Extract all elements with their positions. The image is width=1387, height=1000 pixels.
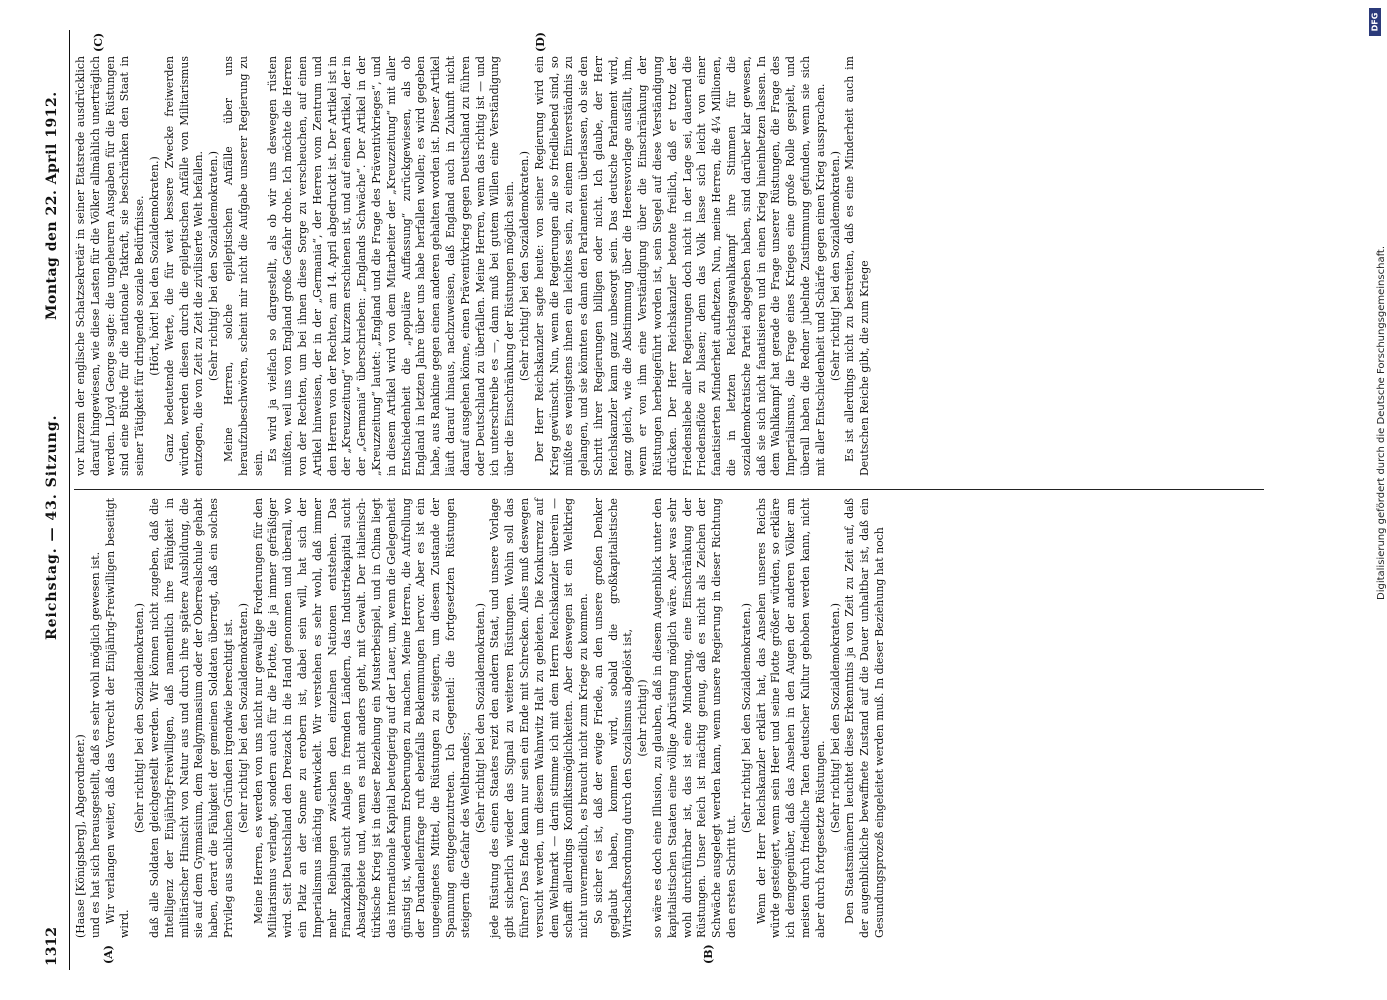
paragraph: Wir verlangen weiter, daß das Vorrecht der Einjährig-Freiwilligen beseitigt wird.: [103, 498, 132, 938]
interjection: (Sehr richtig! bei den Sozialdemokraten.): [517, 151, 531, 381]
margin-mark-d: (D): [534, 32, 547, 52]
margin-mark-b: (B): [702, 944, 715, 964]
dfg-logo-text: DFG: [1370, 12, 1380, 32]
interjection: (sehr richtig!): [636, 679, 650, 757]
interjection: (Sehr richtig! bei den Sozialdemokraten.): [207, 151, 221, 381]
paragraph: Wenn der Herr Reichskanzler erklärt hat, das Ansehen unseres Reichs würde gesteigert, wenn sein Heer und seine Flotte größer würden, so erkläre ich demgegenüber, daß das Ansehen in den Augen der anderen Völker am meisten durch friedliche Taten deutscher Kultur gehoben werden kann, nicht aber durch fortgesetzte Rüstungen.: [754, 498, 827, 938]
dfg-logo: [1369, 8, 1381, 36]
paragraph: So sicher es ist, daß der ewige Friede, an den unsere großen Denker geglaubt haben, kommen wird, sobald die großkapitalistische Wirtschaftsordnung durch den Sozialismus abgelöst ist,: [591, 498, 635, 938]
interjection: (Sehr richtig! bei den Sozialdemokraten.): [739, 603, 753, 833]
paragraph: so wäre es doch eine Illusion, zu glauben, daß in diesem Augenblick unter den kapitalistischen Staaten eine völlige Abrüstung möglich wäre. Aber was sehr wohl durchführbar ist, das ist eine Minderung, eine Einschränkung der Rüstungen. Unser Reich ist mächtig genug, daß es nicht als Zeichen der Schwäche ausgelegt werden kann, wenn unsere Regierung in dieser Richtung den ersten Schritt tut.: [651, 498, 739, 938]
paragraph: Den Staatsmännern leuchtet diese Erkenntnis ja von Zeit zu Zeit auf, daß der augenblickliche bewaffnete Zustand auf die Dauer unhaltbar ist, daß ein Gesundungsprozeß eingeleitet werden muß. In dieser Beziehung hat noch: [843, 498, 887, 938]
interjection: (Hört, hört! bei den Sozialdemokraten.): [147, 156, 161, 376]
interjection: (Sehr richtig! bei den Sozialdemokraten.): [133, 603, 147, 833]
paragraph: jede Rüstung des einen Staates reizt den andern Staat, und unsere Vorlage gibt sicherlich wieder das Signal zu weiteren Rüstungen. Wohin soll das führen? Das Ende kann nur sein ein Ende mit Schrecken. Alles muß deswegen versucht werden, um diesem Wahnwitz Halt zu gebieten. Die Konkurrenz auf dem Weltmarkt — darin stimme ich mit dem Herrn Reichskanzler überein — schafft allerdings Konfliktsmöglichkeiten. Aber deswegen ist ein Weltkrieg nicht unvermeidlich, es braucht nicht zum Kriege zu kommen.: [488, 498, 591, 938]
page-number: 1312: [44, 927, 60, 966]
paragraph: Meine Herren, solche epileptischen Anfälle über uns heraufzubeschwören, scheint mir nicht die Aufgabe unserer Regierung zu sein.: [221, 56, 265, 476]
interjection: (Sehr richtig! bei den Sozialdemokraten.): [828, 603, 842, 833]
paragraph: vor kurzem der englische Schatzsekretär in seiner Etatsrede ausdrücklich darauf hingewiesen, wie diese Lasten für die Völker allmählich unerträglich werden. Lloyd George sagte: die ungeheuren Ausgaben für die Rüstungen sind eine Bürde für die nationale Tatkraft, sie beschränken den Staat in seiner Tätigkeit für dringende soziale Bedürfnisse.: [74, 56, 147, 476]
column-left: [74, 498, 1264, 938]
paragraph: Es wird ja vielfach so dargestellt, als ob wir uns deswegen rüsten müßten, weil uns von England große Gefahr drohe. Ich möchte die Herren von der Rechten, um bei ihnen diese Sorge zu verscheuchen, auf einen Artikel hinweisen, der in der „Germania“, der Herren vom Zentrum und den Herren von der Rechten, am 14. April abgedruckt ist. Der Artikel ist in der „Kreuzzeitung“ vor kurzem erschienen ist, und auf einen Artikel, der in der „Germania“ überschrieben: „Englands Schwäche“. Der Artikel in der „Kreuzzeitung“ lautet: „England und die Frage des Präventivkrieges“, und in diesem Artikel wird von dem Mitarbeiter der „Kreuzzeitung“ mit aller Entschiedenheit die „populäre Auffassung“ zurückgewiesen, als ob England in letzten Jahre über uns habe herfallen wollen; es wird gegeben habe, aus Rankine gegen einen anderen gehalten worden ist. Dieser Artikel läuft darauf hinaus, nachzuweisen, daß England auch in Zukunft nicht darauf ausgehen könne, einen Präventivkrieg gegen Deutschland zu führen oder Deutschland zu überfallen. Meine Herren, wenn das richtig ist — und ich unterschreibe es —, dann muß bei gutem Willen eine Verständigung über die Einschränkung der Rüstungen möglich sein.: [266, 56, 517, 476]
paragraph: Es ist allerdings nicht zu bestreiten, daß es eine Minderheit auch im Deutschen Reiche gibt, die zum Kriege: [843, 56, 872, 476]
paragraph: Meine Herren, es werden von uns nicht nur gewaltige Forderungen für den Militarismus verlangt, sondern auch für die Flotte, die ja immer gefräßiger wird. Seit Deutschland den Dreizack in die Hand genommen und überall, wo ein Platz an der Sonne zu erobern ist, dabei sein will, hat sich der Imperialismus mächtig entwickelt. Wir verstehen es sehr wohl, daß immer mehr Reibungen zwischen den einzelnen Nationen entstehen. Das Finanzkapital sucht Anlage in fremden Ländern, das Industriekapital sucht Absatzgebiete und, wenn es nicht anders geht, mit Gewalt. Der italienisch-türkische Krieg ist in dieser Beziehung ein Musterbeispiel, und in China liegt das internationale Kapital beutegierig auf der Lauer, um, wenn die Gelegenheit günstig ist, wiederum Eroberungen zu machen. Meine Herren, die Aufrollung der Dardanellenfrage ruft ebenfalls Beklemmungen hervor. Aber es ist ein ungeeignetes Mittel, die Rüstungen zu steigern, um diesem Zustande der Spannung entgegenzutreten. Ich Gegenteil: die fortgesetzten Rüstungen steigern die Gefahr des Weltbrandes;: [251, 498, 472, 938]
interjection: (Sehr richtig! bei den Sozialdemokraten.): [473, 603, 487, 833]
session-date: Montag den 22. April 1912.: [44, 91, 60, 320]
margin-mark-c: (C): [92, 32, 105, 52]
margin-mark-a: (A): [102, 945, 115, 964]
interjection: (Sehr richtig! bei den Sozialdemokraten.): [236, 603, 250, 833]
paragraph: Ganz bedeutende Werte, die für weit bessere Zwecke freiwerden würden, werden diesen durch die epileptischen Anfälle von Militarismus entzogen, die von Zeit zu Zeit die zivilisierte Welt befallen.: [162, 56, 206, 476]
column-right: [74, 56, 1264, 476]
paragraph: Der Herr Reichskanzler sagte heute: von seiner Regierung wird ein Krieg gewünscht. Nun, wenn die Regierungen alle so friedliebend sind, so müßte es wenigstens ihnen ein leichtes sein, zu einem Einverständnis zu gelangen, und sie könnten es dann den Parlamenten überlassen, ob sie den Schritt ihrer Regierungen billigen oder nicht. Ich glaube, der Herr Reichskanzler kann ganz unbesorgt sein. Das deutsche Parlament wird, ganz gleich, wie die Abstimmung über die Heeresvorlage ausfällt, ihm, wenn er von ihm eine Verständigung über die Einschränkung der Rüstungen herbeigeführt worden ist, sein Siegel auf diese Verständigung drücken. Der Herr Reichskanzler betonte freilich, daß er trotz der Friedensliebe aller Regierungen doch nicht in der Lage sei, dauernd die Friedensflöte zu blasen; denn das Volk lasse sich leicht von einer fanatisierten Minderheit aufhetzen. Nun, meine Herren, die 4¼ Millionen, die in letzten Reichstagswahlkampf ihre Stimmen für die sozialdemokratische Partei abgegeben haben, sind darüber klar gewesen, daß sie sich nicht fanatisieren und in einen Krieg hineinhetzen lassen. In dem Wahlkampf hat gerade die Frage unserer Rüstungen, die Frage des Imperialismus, die Frage eines Krieges eine große Rolle gespielt, und überall haben die Redner jubelnde Zustimmung gefunden, wenn sie sich mit aller Entschiedenheit und Schärfe gegen einen Krieg aussprachen.: [532, 56, 827, 476]
column-divider: [74, 489, 1264, 490]
interjection: (Sehr richtig! bei den Sozialdemokraten.): [828, 151, 842, 381]
digitization-credit: Digitalisierung gefördert durch die Deutsche Forschungsgemeinschaft.: [1376, 245, 1387, 600]
session-title: Reichstag. — 43. Sitzung.: [44, 414, 60, 640]
paragraph: und es hat sich herausgestellt, daß es sehr wohl möglich gewesen ist.: [88, 551, 102, 938]
rotated-page-content: [34, 30, 1334, 970]
paragraph: daß alle Soldaten gleichgestellt werden. Wir können nicht zugeben, daß die Intelligenz der Einjährig-Freiwilligen, daß namentlich ihre Fähigkeit in militärischer Hinsicht von Natur aus und durch ihre spätere Ausbildung, die sie auf dem Gymnasium, dem Realgymnasium oder der Oberrealschule gehabt haben, derart die Fähigkeit der gemeinen Soldaten überragt, daß ein solches Privileg aus sachlichen Gründen irgendwie berechtigt ist.: [147, 498, 235, 938]
speaker-line: (Haase [Königsberg], Abgeordneter.): [74, 734, 87, 938]
page-header: [34, 30, 70, 970]
